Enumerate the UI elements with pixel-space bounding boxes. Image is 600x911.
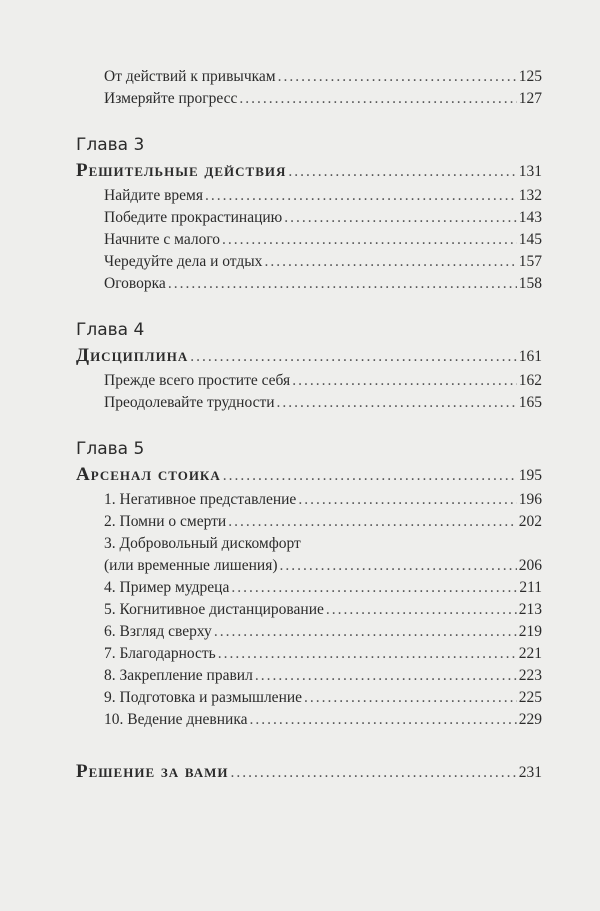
leader-dots <box>304 687 517 709</box>
leader-dots <box>326 599 517 621</box>
entry-page: 206 <box>518 557 542 574</box>
leader-dots <box>250 709 517 731</box>
entry-title-line1: 3. Добровольный дискомфорт <box>104 535 301 552</box>
chapter-heading <box>76 343 542 370</box>
entry-title: 10. Ведение дневника <box>104 711 248 728</box>
toc-entry <box>76 392 542 414</box>
leader-dots <box>278 66 517 88</box>
leader-dots <box>218 643 517 665</box>
entry-title: Победите прокрастинацию <box>104 209 283 226</box>
toc-entry <box>76 489 542 511</box>
entry-title: 1. Негативное представление <box>104 491 297 508</box>
entry-page: 219 <box>518 623 542 640</box>
toc-entry <box>76 207 542 229</box>
entry-title: 4. Пример мудреца <box>104 579 230 596</box>
leader-dots <box>298 489 516 511</box>
toc-entry <box>76 665 542 687</box>
entry-page: 221 <box>518 645 542 662</box>
entry-page: 145 <box>518 231 542 248</box>
toc-entry <box>76 229 542 251</box>
leader-dots <box>279 555 516 577</box>
toc-entry <box>76 66 542 88</box>
leader-dots <box>205 185 517 207</box>
leader-dots <box>228 511 517 533</box>
entry-page: 196 <box>518 491 542 508</box>
entry-title: Чередуйте дела и отдых <box>104 253 263 270</box>
entry-page: 157 <box>518 253 542 270</box>
entry-title: 6. Взгляд сверху <box>104 623 212 640</box>
chapter-title: Решительные действия <box>76 160 287 181</box>
leader-dots <box>284 207 516 229</box>
chapter-page: 195 <box>518 467 542 484</box>
entry-title: (или временные лишения) <box>104 557 278 574</box>
chapter-label: Глава 4 <box>76 320 145 340</box>
toc-entry <box>76 88 542 110</box>
final-title: Решение за вами <box>76 761 229 782</box>
toc-entry <box>76 185 542 207</box>
entry-page: 143 <box>518 209 542 226</box>
entry-page: 202 <box>518 513 542 530</box>
entry-title: 5. Когнитивное дистанцирование <box>104 601 324 618</box>
entry-title: Найдите время <box>104 187 203 204</box>
entry-title: Оговорка <box>104 275 166 292</box>
toc-entry-multiline <box>76 533 542 577</box>
entry-title: Прежде всего простите себя <box>104 372 291 389</box>
toc-entry <box>76 511 542 533</box>
toc-entry <box>76 599 542 621</box>
entry-title: 9. Подготовка и размышление <box>104 689 303 706</box>
chapter-title: Арсенал стоика <box>76 464 221 485</box>
entry-title: Измеряйте прогресс <box>104 90 238 107</box>
leader-dots <box>214 621 517 643</box>
toc-entry <box>76 273 542 295</box>
chapter-page: 161 <box>518 348 542 365</box>
entry-title: 8. Закрепление правил <box>104 667 253 684</box>
toc-entry <box>76 621 542 643</box>
entry-page: 211 <box>519 579 542 596</box>
entry-page: 229 <box>518 711 542 728</box>
toc-entry <box>76 687 542 709</box>
leader-dots <box>231 760 517 786</box>
toc-entry <box>76 577 542 599</box>
chapter-heading <box>76 158 542 185</box>
entry-page: 162 <box>518 372 542 389</box>
chapter-label: Глава 3 <box>76 135 145 155</box>
toc-entry <box>76 643 542 665</box>
leader-dots <box>168 273 517 295</box>
leader-dots <box>264 251 516 273</box>
leader-dots <box>222 229 517 251</box>
entry-page: 127 <box>518 90 542 107</box>
toc-entry <box>76 370 542 392</box>
entry-page: 223 <box>518 667 542 684</box>
leader-dots <box>190 344 517 370</box>
entry-title: Начните с малого <box>104 231 221 248</box>
leader-dots <box>239 88 516 110</box>
entry-title-line2-row <box>104 555 542 577</box>
entry-title: Преодолевайте трудности <box>104 394 275 411</box>
leader-dots <box>288 159 516 185</box>
entry-title: 7. Благодарность <box>104 645 216 662</box>
toc-entry <box>76 709 542 731</box>
leader-dots <box>277 392 517 414</box>
entry-page: 158 <box>518 275 542 292</box>
entry-page: 125 <box>518 68 542 85</box>
chapter-label: Глава 5 <box>76 439 145 459</box>
final-page: 231 <box>518 764 542 781</box>
entry-page: 165 <box>518 394 542 411</box>
leader-dots <box>292 370 517 392</box>
toc-entry <box>76 251 542 273</box>
chapter-page: 131 <box>518 163 542 180</box>
leader-dots <box>255 665 517 687</box>
entry-title: 2. Помни о смерти <box>104 513 227 530</box>
entry-page: 225 <box>518 689 542 706</box>
entry-page: 213 <box>518 601 542 618</box>
chapter-title: Дисциплина <box>76 345 189 366</box>
entry-title: От действий к привычкам <box>104 68 276 85</box>
entry-page: 132 <box>518 187 542 204</box>
leader-dots <box>223 463 517 489</box>
leader-dots <box>231 577 517 599</box>
chapter-heading <box>76 462 542 489</box>
final-heading <box>76 759 542 786</box>
